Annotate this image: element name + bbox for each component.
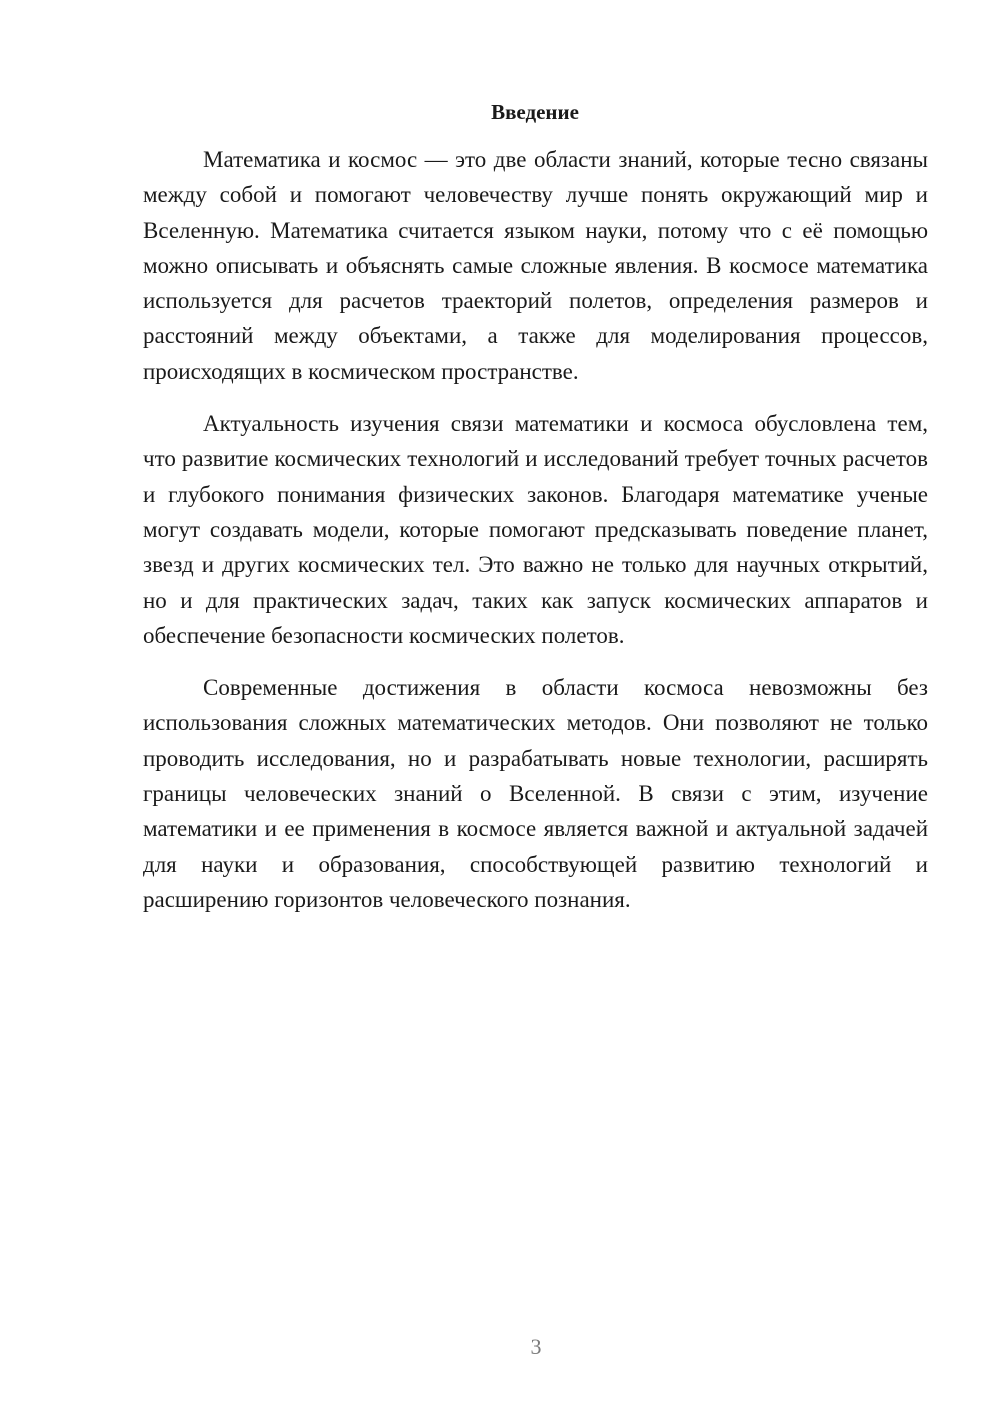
paragraph-1: Математика и космос — это две области знаний, которые тесно связаны между собой и помогают человечеству лучше понять окружающий мир и Вселенную. Математика считается языком науки, потому что с её помощью можно описывать и объяснять самые сложные явления. В космосе математика используется для расчетов траекторий полетов, определения размеров и расстояний между объектами, а также для моделирования процессов, происходящих в космическом пространстве. [143,147,928,384]
page-title: Введение [491,100,579,124]
paragraph-3: Современные достижения в области космоса невозможны без использования сложных математических методов. Они позволяют не только проводить исследования, но и разрабатывать новые технологии, расширять границы человеческих знаний о Вселенной. В связи с этим, изучение математики и ее применения в космосе является важной и актуальной задачей для науки и образования, способствующей развитию технологий и расширению горизонтов человеческого познания. [143,675,928,912]
paragraph-2: Актуальность изучения связи математики и космоса обусловлена тем, что развитие космических технологий и исследований требует точных расчетов и глубокого понимания физических законов. Благодаря математике ученые могут создавать модели, которые помогают предсказывать поведение планет, звезд и других космических тел. Это важно не только для научных открытий, но и для практических задач, таких как запуск космических аппаратов и обеспечение безопасности космических полетов. [143,411,928,648]
document-body [143,142,928,934]
page-number: 3 [530,1334,542,1359]
